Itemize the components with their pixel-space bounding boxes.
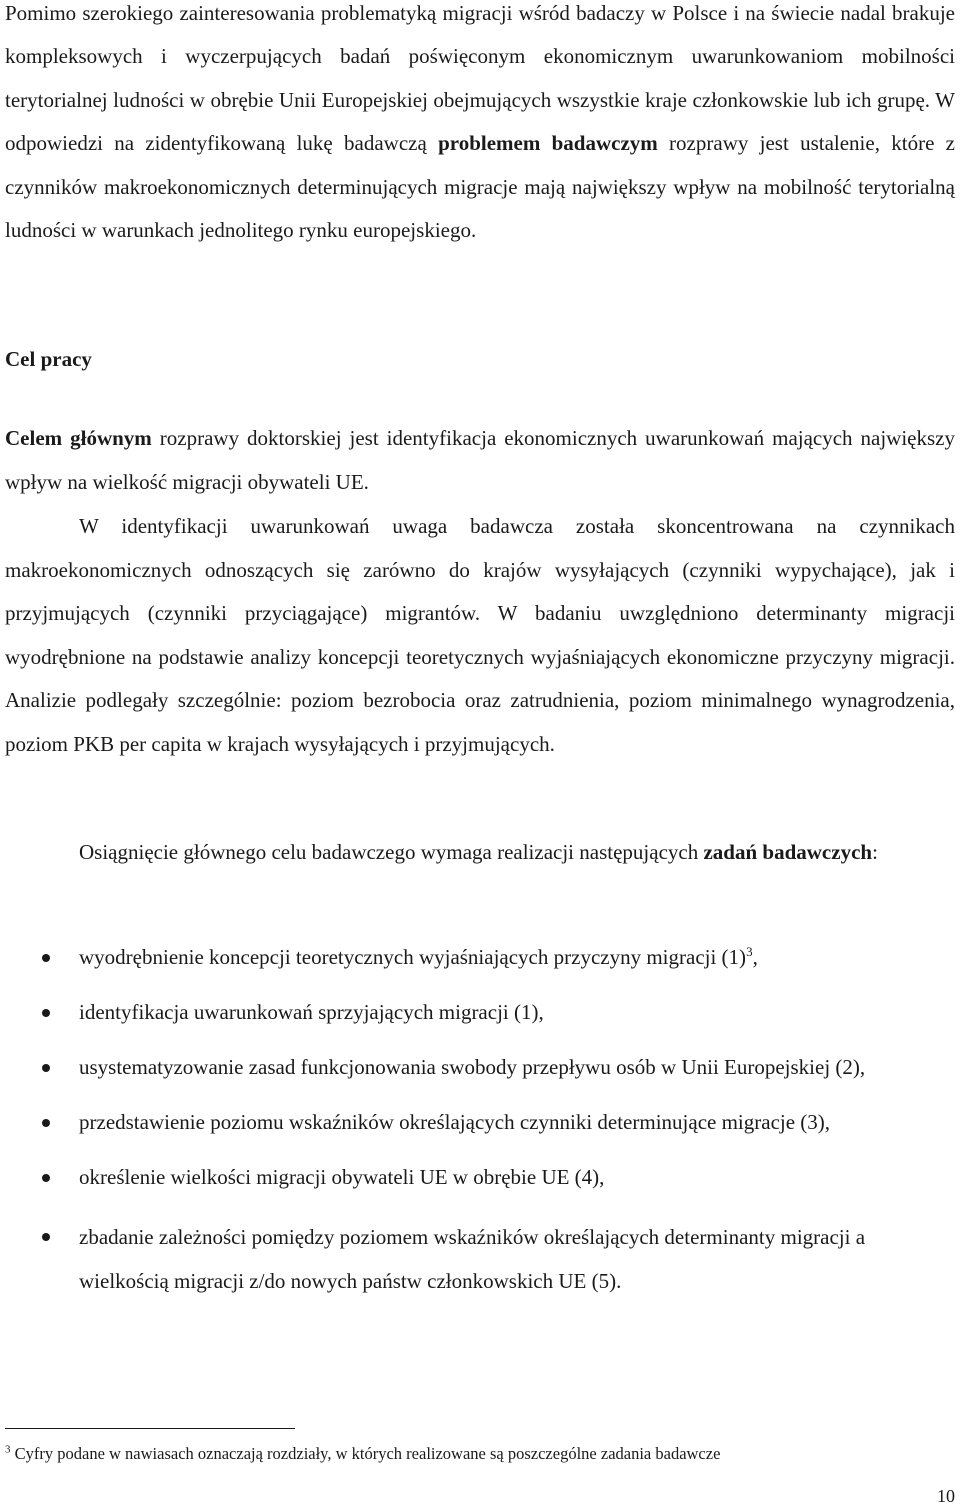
list-item	[0, 940, 939, 975]
research-tasks-bold: zadań badawczych	[703, 840, 873, 864]
bullet-icon	[42, 1009, 50, 1017]
list-item	[0, 995, 939, 1030]
task-text: usystematyzowanie zasad funkcjonowania swobody przepływu osób w Unii Europejskiej (2),	[79, 1055, 866, 1079]
footnote-separator	[5, 1428, 295, 1429]
bullet-icon	[42, 1174, 50, 1182]
bullet-icon	[42, 1119, 50, 1127]
task-text: wyodrębnienie koncepcji teoretycznych wyjaśniających przyczyny migracji (1)	[79, 945, 747, 969]
intro-text-2: rozprawy jest ustalenie, które z czynników makroekonomicznych determinujących migracje mają największy wpływ na mobilność terytorialną ludności w warunkach jednolitego rynku europejskiego.	[5, 131, 955, 243]
task-text: identyfikacja uwarunkowań sprzyjających migracji (1),	[79, 1000, 544, 1024]
footnote	[5, 1442, 955, 1466]
intro-paragraph	[5, 0, 955, 252]
intro-text-1: Pomimo szerokiego zainteresowania problematyką migracji wśród badaczy w Polsce i na świecie nadal brakuje kompleksowych i wyczerpujących badań poświęconym ekonomicznym uwarunkowaniom mobilności terytorialnej ludności w obrębie Unii Europejskiej obejmujących wszystkie kraje członkowskie lub ich grupę. W odpowiedzi na zidentyfikowaną lukę badawczą	[5, 1, 955, 156]
footnote-mark: 3	[5, 1443, 11, 1456]
bullet-icon	[42, 954, 50, 962]
bullet-icon	[42, 1064, 50, 1072]
list-item	[0, 1160, 939, 1195]
main-goal-bold: Celem głównym	[5, 426, 152, 450]
list-item	[0, 1105, 939, 1140]
tasks-intro-text: Osiągnięcie głównego celu badawczego wymaga realizacji następujących	[79, 840, 704, 864]
task-text: zbadanie zależności pomiędzy poziomem wskaźników określających determinanty migracji a wielkością migracji z/do nowych państw członkowskich UE (5).	[79, 1225, 866, 1293]
goal-text: rozprawy doktorskiej jest identyfikacja ekonomicznych uwarunkowań mających największy wpływ na wielkość migracji obywateli UE.	[5, 426, 956, 494]
bullet-icon	[42, 1233, 50, 1241]
footnote-text: Cyfry podane w nawiasach oznaczają rozdziały, w których realizowane są poszczególne zadania badawcze	[10, 1444, 721, 1463]
task-text: określenie wielkości migracji obywateli UE w obrębie UE (4),	[79, 1165, 605, 1189]
footnote-ref: 3	[746, 944, 753, 959]
task-text: przedstawienie poziomu wskaźników określających czynniki determinujące migracje (3),	[79, 1110, 831, 1134]
tasks-intro-paragraph	[5, 831, 955, 874]
page-number: 10	[937, 1486, 955, 1506]
section-heading: Cel pracy	[5, 347, 92, 371]
list-item	[0, 1215, 939, 1303]
identification-paragraph: W identyfikacji uwarunkowań uwaga badawcza została skoncentrowana na czynnikach makroekonomicznych odnoszących się zarówno do krajów wysyłających (czynniki wypychające), jak i przyjmujących (czynniki przyciągające) migrantów. W badaniu uwzględniono determinanty migracji wyodrębnione na podstawie analizy koncepcji teoretycznych wyjaśniających ekonomiczne przyczyny migracji. Analizie podlegały szczególnie: poziom bezrobocia oraz zatrudnienia, poziom minimalnego wynagrodzenia, poziom PKB per capita w krajach wysyłających i przyjmujących.	[5, 514, 955, 756]
research-tasks-list	[0, 940, 960, 1323]
tasks-intro-end: :	[872, 840, 878, 864]
task-punct: ,	[752, 945, 758, 969]
goal-paragraph	[5, 416, 955, 504]
list-item	[0, 1050, 939, 1085]
research-problem-bold: problemem badawczym	[438, 131, 658, 156]
